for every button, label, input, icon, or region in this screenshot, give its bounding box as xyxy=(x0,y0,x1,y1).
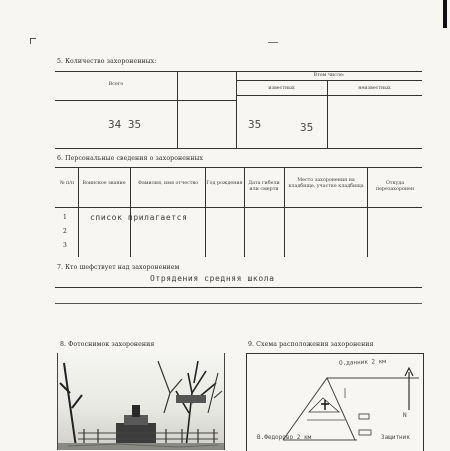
row1-list-attached: список прилагается xyxy=(90,213,188,222)
section6-title: 6. Персональные сведения о захороненных xyxy=(57,155,204,162)
known-value: 35 xyxy=(248,118,262,131)
header-no: № п/п xyxy=(59,181,75,186)
col-total-header: Всего xyxy=(108,82,124,87)
scan-edge-top-right xyxy=(443,0,447,28)
header-origin: Откуда перезахоронен xyxy=(375,181,415,192)
north-mark: N xyxy=(403,412,407,419)
header-name: Фамилия, имя отчество xyxy=(137,181,199,186)
unknown-value: 35 xyxy=(300,121,314,134)
header-birth-year: Год рождения xyxy=(206,181,243,186)
burial-location-scheme xyxy=(246,353,424,451)
row-number-2: 2 xyxy=(63,228,67,235)
scan-tick-top xyxy=(268,42,278,43)
header-rank: Воинское звание xyxy=(82,181,126,186)
section8-title: 8. Фотоснимок захоронения xyxy=(60,341,155,348)
header-death-date: Дата гибели или смерти xyxy=(248,181,280,192)
header-burial-place: Место захоронения на кладбище, участке кладбища xyxy=(288,178,364,189)
row-number-3: 3 xyxy=(63,242,67,249)
label-settlement-bottom-left: В.Федорово 2 км xyxy=(257,434,312,441)
section5-title: 5. Количество захороненных: xyxy=(57,58,157,65)
section7-line-2 xyxy=(55,303,422,304)
col-known-header: известных xyxy=(268,86,295,91)
scan-corner-mark xyxy=(30,38,36,44)
total-value: 34 35 xyxy=(108,118,142,131)
section7-title: 7. Кто шефствует над захоронением xyxy=(57,264,180,271)
section7-line-1 xyxy=(55,287,422,288)
col-including-header: Втом числе: xyxy=(313,73,345,78)
label-settlement-top: О.данник 2 км xyxy=(338,358,387,367)
col-unknown-header: неизвестных xyxy=(358,86,391,91)
row-number-1: 1 xyxy=(63,214,67,221)
patron-value: Отрядения средняя школа xyxy=(150,274,275,283)
section9-title: 9. Схема расположения захоронения xyxy=(248,341,374,348)
label-settlement-bottom-right: Защитник xyxy=(381,434,410,441)
burial-photo xyxy=(57,353,225,450)
